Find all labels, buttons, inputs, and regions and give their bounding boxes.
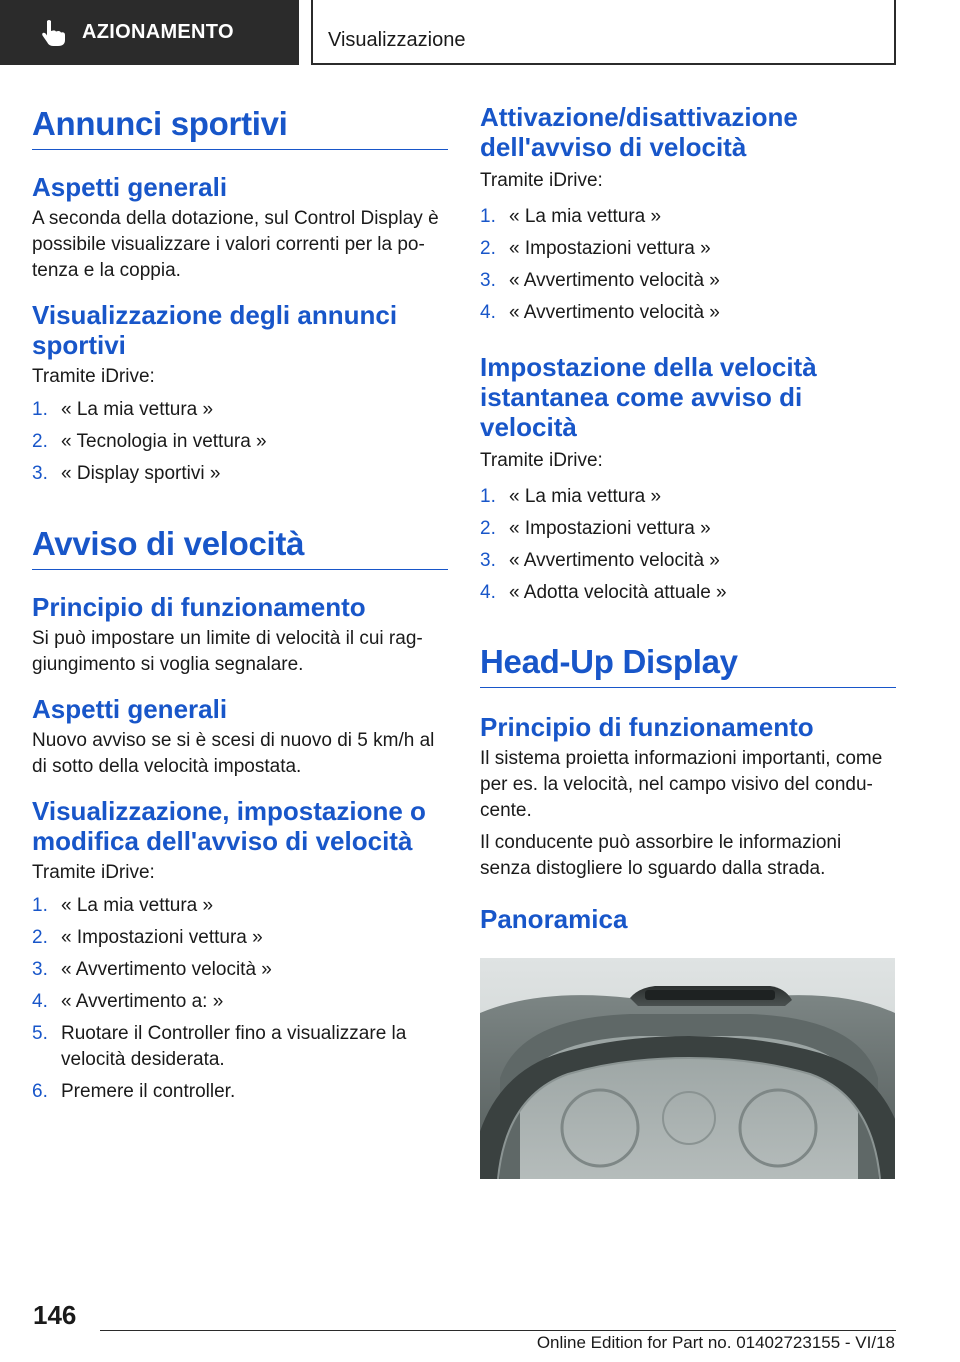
heading-avviso-velocita: Avviso di velocità [32,523,448,570]
list-annunci-steps [32,397,448,487]
list-item: 4. « Adotta velocità attuale » [480,582,727,603]
paragraph-tramite-idrive-2: Tramite iDrive: [32,862,155,883]
list-item: 2. « Tecnologia in vettura » [32,431,267,452]
right-column [480,102,896,934]
header-section-label: AZIONAMENTO [82,21,234,43]
list-item: 3. « Avvertimento velocità » [480,550,720,571]
heading-aspetti-generali-2: Aspetti generali [32,694,228,724]
list-item: 3. « Display sportivi » [32,463,221,484]
header-chapter-label: Visualizzazione [328,29,466,51]
heading-visualizzazione-annunci: Visualizzazione degli annunci sportivi [32,300,398,360]
heading-attivazione-disattivazione: Attivazione/disattivazione dell'avviso di velocità [480,102,798,162]
heading-velocita-istantanea: Impostazione della velocità istantanea come avviso di velocità [480,352,817,442]
heading-modifica-avviso: Visualizzazione, impostazione o modifica dell'avviso di velocità [32,796,426,856]
paragraph-principio: Si può impostare un limite di velocità il cui raggiungimento si voglia segnalare. [32,628,423,675]
heading-principio-funzionamento-2: Principio di funzionamento [480,712,814,742]
list-item: 2. « Impostazioni vettura » [480,238,711,259]
heading-principio-funzionamento: Principio di funzionamento [32,592,366,622]
list-item: 2. « Impostazioni vettura » [32,927,263,948]
paragraph-hud-1: Il sistema proietta informazioni importanti, come per es. la velocità, nel campo visivo del conducente. [480,748,883,821]
list-item: 2. « Impostazioni vettura » [480,518,711,539]
list-item: 1. « La mia vettura » [480,486,662,507]
list-item: 5. Ruotare il Controller fino a visualizzare la velocità desiderata. [32,1023,407,1070]
paragraph-hud-2: Il conducente può assorbire le informazioni senza distogliere lo sguardo dalla strada. [480,832,842,879]
paragraph-tramite-idrive-4: Tramite iDrive: [480,450,603,471]
footer-edition: Online Edition for Part no. 01402723155 - VI/18 [536,1333,895,1352]
paragraph-aspetti-generali-2: Nuovo avviso se si è scesi di nuovo di 5 km/h al di sotto della velocità impostata. [32,730,435,777]
list-attivazione-steps [480,204,896,326]
header-section-tab [0,0,299,65]
paragraph-aspetti-generali: A seconda della dotazione, sul Control Display è possibile visualizzare i valori correnti per la potenza e la coppia. [32,208,439,281]
list-item: 1. « La mia vettura » [32,895,214,916]
heading-annunci-sportivi: Annunci sportivi [32,103,448,150]
list-avviso-steps [32,893,448,1105]
heading-panoramica: Panoramica [480,904,628,934]
head-up-display-illustration [480,958,895,1179]
header-chapter-box [311,0,896,65]
list-item: 4. « Avvertimento velocità » [480,302,720,323]
list-item: 1. « La mia vettura » [480,206,662,227]
list-item: 1. « La mia vettura » [32,399,214,420]
left-column [32,103,448,1105]
pointing-hand-icon [38,18,68,48]
footer-divider [100,1330,896,1331]
page-number: 146 [33,1300,77,1330]
list-item: 4. « Avvertimento a: » [32,991,224,1012]
list-item: 6. Premere il controller. [32,1081,236,1102]
list-item: 3. « Avvertimento velocità » [32,959,272,980]
paragraph-tramite-idrive-3: Tramite iDrive: [480,170,603,191]
heading-head-up-display: Head-Up Display [480,641,896,688]
heading-aspetti-generali: Aspetti generali [32,172,228,202]
list-item: 3. « Avvertimento velocità » [480,270,720,291]
list-istantanea-steps [480,484,896,606]
paragraph-tramite-idrive: Tramite iDrive: [32,366,155,387]
